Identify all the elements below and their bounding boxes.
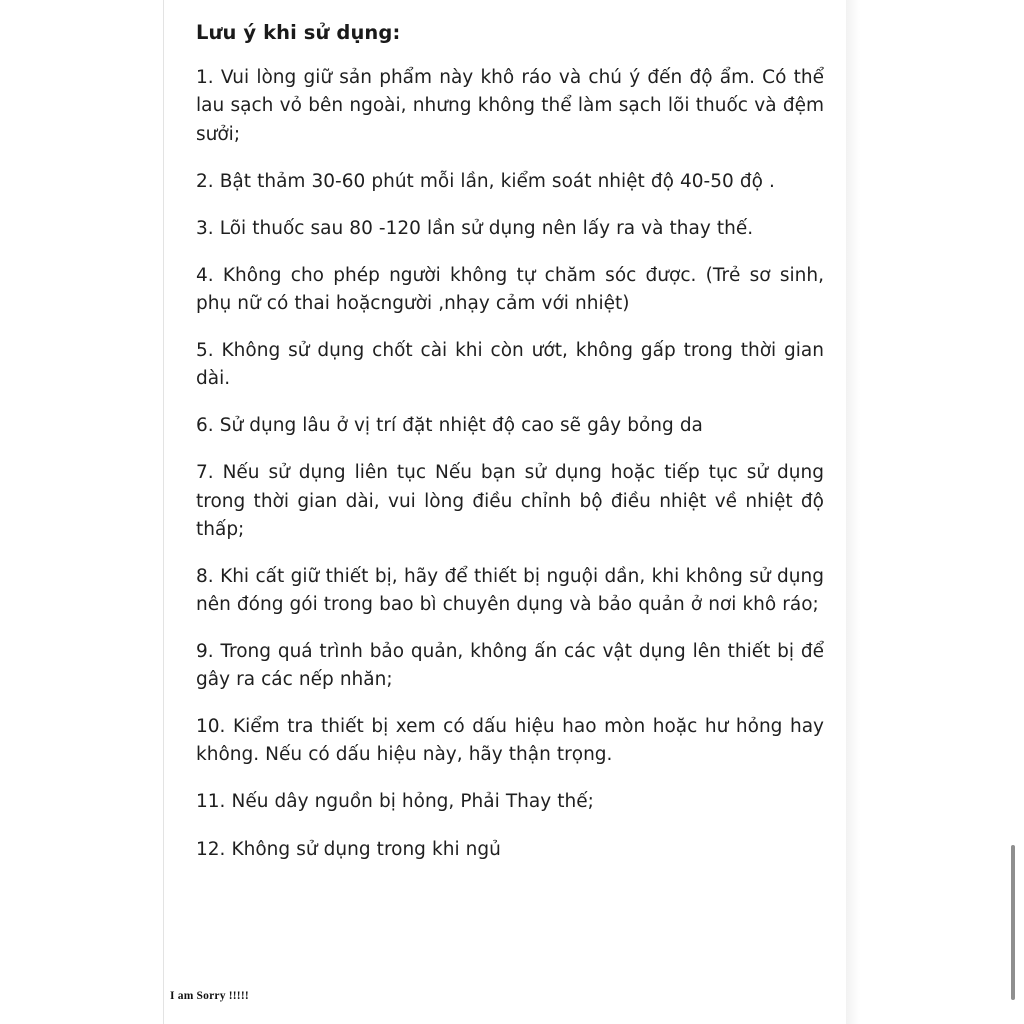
page-title: Lưu ý khi sử dụng: — [196, 21, 401, 44]
list-item: 7. Nếu sử dụng liên tục Nếu bạn sử dụng hoặc tiếp tục sử dụng trong thời gian dài, vui lòng điều chỉnh bộ điều nhiệt về nhiệt độ thấp; — [196, 462, 824, 540]
page-edge-shadow — [846, 0, 860, 1024]
list-item: 12. Không sử dụng trong khi ngủ — [196, 838, 501, 860]
list-item: 5. Không sử dụng chốt cài khi còn ướt, không gấp trong thời gian dài. — [196, 340, 824, 390]
list-item: 11. Nếu dây nguồn bị hỏng, Phải Thay thế; — [196, 791, 594, 813]
list-item: 4. Không cho phép người không tự chăm sóc được. (Trẻ sơ sinh, phụ nữ có thai hoặcngười ,nhạy cảm với nhiệt) — [196, 264, 824, 314]
list-item: 9. Trong quá trình bảo quản, không ấn các vật dụng lên thiết bị để gây ra các nếp nhăn; — [196, 640, 824, 691]
document-content — [182, 0, 842, 1024]
list-item: 10. Kiểm tra thiết bị xem có dấu hiệu hao mòn hoặc hư hỏng hay không. Nếu có dấu hiệu này, hãy thận trọng. — [196, 716, 824, 766]
list-item: 1. Vui lòng giữ sản phẩm này khô ráo và chú ý đến độ ẩm. Có thể lau sạch vỏ bên ngoài, nhưng không thể làm sạch lõi thuốc và đệm sưởi; — [196, 67, 824, 145]
watermark-text: I am Sorry !!!!! — [170, 990, 249, 1002]
list-item: 3. Lõi thuốc sau 80 -120 lần sử dụng nên lấy ra và thay thế. — [196, 217, 754, 239]
list-item: 6. Sử dụng lâu ở vị trí đặt nhiệt độ cao sẽ gây bỏng da — [196, 415, 703, 437]
list-item: 2. Bật thảm 30-60 phút mỗi lần, kiểm soát nhiệt độ 40-50 độ . — [196, 170, 775, 192]
list-item: 8. Khi cất giữ thiết bị, hãy để thiết bị nguội dần, khi không sử dụng nên đóng gói trong bao bì chuyên dụng và bảo quản ở nơi khô ráo; — [196, 565, 824, 615]
scrollbar-thumb[interactable] — [1011, 845, 1015, 1000]
